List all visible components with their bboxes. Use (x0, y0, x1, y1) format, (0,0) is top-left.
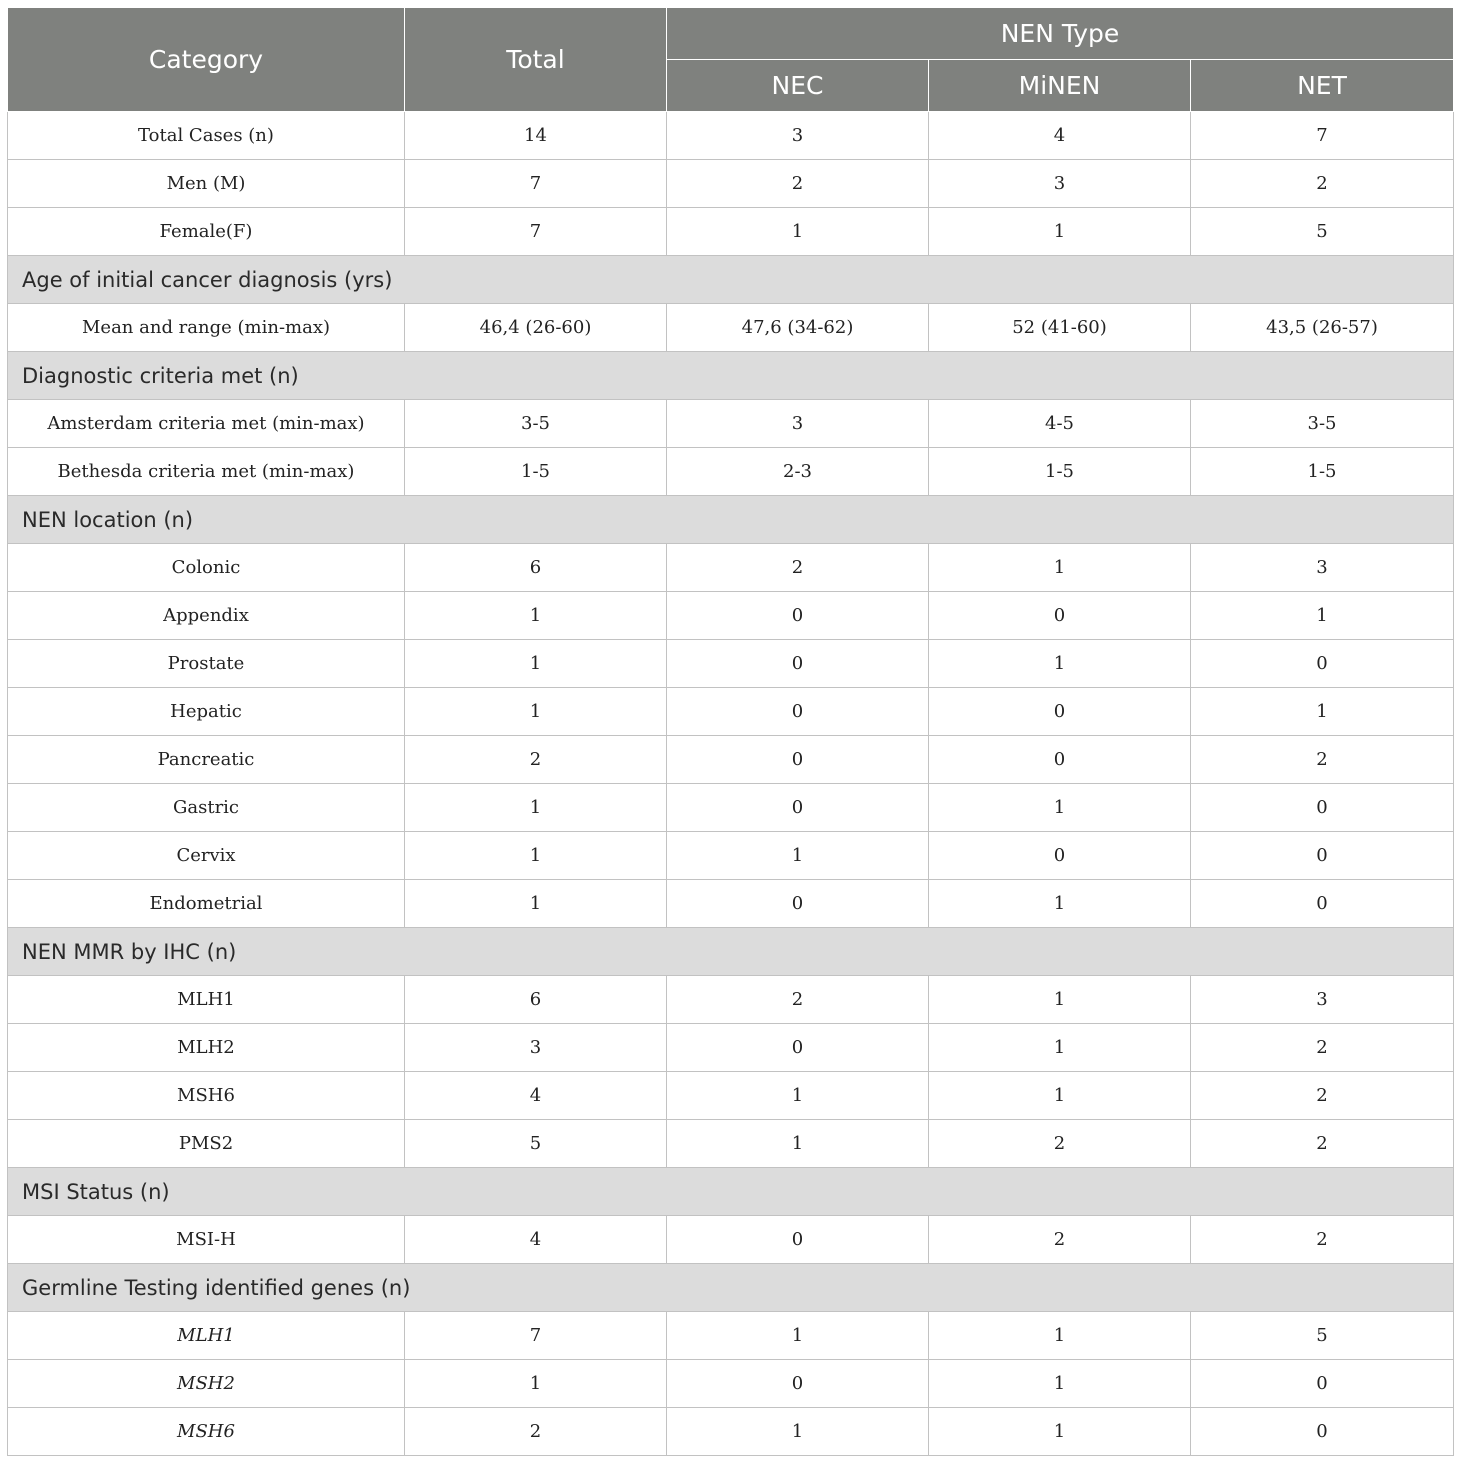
row-label: Amsterdam criteria met (min-max) (8, 400, 405, 448)
row-label: Colonic (8, 544, 405, 592)
cell-total: 6 (405, 544, 667, 592)
cell-nec: 1 (667, 1072, 929, 1120)
cell-total: 1 (405, 832, 667, 880)
cell-minen: 2 (929, 1120, 1191, 1168)
cell-minen: 1 (929, 640, 1191, 688)
section-label: NEN location (n) (8, 496, 1454, 544)
cell-minen: 1 (929, 880, 1191, 928)
table-row (8, 112, 1454, 160)
cell-net: 3-5 (1191, 400, 1454, 448)
section-label: Age of initial cancer diagnosis (yrs) (8, 256, 1454, 304)
row-label: Total Cases (n) (8, 112, 405, 160)
row-label: PMS2 (8, 1120, 405, 1168)
cell-net: 1 (1191, 592, 1454, 640)
row-label: MSH2 (8, 1360, 405, 1408)
cell-minen: 1 (929, 208, 1191, 256)
cell-nec: 0 (667, 688, 929, 736)
cell-net: 0 (1191, 1360, 1454, 1408)
cell-net: 2 (1191, 1120, 1454, 1168)
row-label: Endometrial (8, 880, 405, 928)
cell-net: 43,5 (26-57) (1191, 304, 1454, 352)
table-row (8, 448, 1454, 496)
cell-minen: 0 (929, 736, 1191, 784)
cell-nec: 1 (667, 1120, 929, 1168)
table-row (8, 304, 1454, 352)
row-label: Female(F) (8, 208, 405, 256)
row-label: Hepatic (8, 688, 405, 736)
cell-minen: 1-5 (929, 448, 1191, 496)
row-label: MSH6 (8, 1072, 405, 1120)
cell-net: 1-5 (1191, 448, 1454, 496)
table-row (8, 1312, 1454, 1360)
table-row (8, 688, 1454, 736)
table-row (8, 1072, 1454, 1120)
cell-minen: 1 (929, 1072, 1191, 1120)
cell-nec: 1 (667, 1312, 929, 1360)
section-label: Germline Testing identified genes (n) (8, 1264, 1454, 1312)
cell-total: 1 (405, 688, 667, 736)
row-label: Mean and range (min-max) (8, 304, 405, 352)
section-label: MSI Status (n) (8, 1168, 1454, 1216)
cell-nec: 3 (667, 400, 929, 448)
cell-total: 1 (405, 784, 667, 832)
cell-total: 5 (405, 1120, 667, 1168)
row-label: MLH2 (8, 1024, 405, 1072)
cell-net: 7 (1191, 112, 1454, 160)
cell-total: 2 (405, 736, 667, 784)
table-row (8, 880, 1454, 928)
cell-nec: 2 (667, 544, 929, 592)
cell-nec: 47,6 (34-62) (667, 304, 929, 352)
cell-total: 46,4 (26-60) (405, 304, 667, 352)
cell-minen: 1 (929, 1024, 1191, 1072)
section-row (8, 1264, 1454, 1312)
cell-net: 2 (1191, 1072, 1454, 1120)
cell-minen: 1 (929, 544, 1191, 592)
nen-summary-table (7, 7, 1454, 1456)
cell-total: 1-5 (405, 448, 667, 496)
section-label: Diagnostic criteria met (n) (8, 352, 1454, 400)
table-row (8, 1120, 1454, 1168)
section-row (8, 1168, 1454, 1216)
section-row (8, 928, 1454, 976)
cell-minen: 1 (929, 976, 1191, 1024)
cell-nec: 0 (667, 592, 929, 640)
cell-nec: 0 (667, 640, 929, 688)
cell-net: 2 (1191, 736, 1454, 784)
cell-total: 1 (405, 640, 667, 688)
table-row (8, 544, 1454, 592)
table-row (8, 1024, 1454, 1072)
cell-total: 7 (405, 208, 667, 256)
row-label: Pancreatic (8, 736, 405, 784)
cell-total: 1 (405, 880, 667, 928)
row-label: MLH1 (8, 976, 405, 1024)
cell-total: 3 (405, 1024, 667, 1072)
table-row (8, 592, 1454, 640)
row-label: Gastric (8, 784, 405, 832)
cell-net: 3 (1191, 544, 1454, 592)
cell-nec: 1 (667, 1408, 929, 1456)
header-minen: MiNEN (929, 60, 1191, 112)
table-row (8, 784, 1454, 832)
row-label: Prostate (8, 640, 405, 688)
row-label: MSH6 (8, 1408, 405, 1456)
cell-minen: 4-5 (929, 400, 1191, 448)
cell-minen: 1 (929, 1312, 1191, 1360)
cell-total: 7 (405, 1312, 667, 1360)
cell-net: 5 (1191, 208, 1454, 256)
cell-nec: 2 (667, 976, 929, 1024)
cell-nec: 3 (667, 112, 929, 160)
row-label: Cervix (8, 832, 405, 880)
cell-net: 1 (1191, 688, 1454, 736)
section-row (8, 496, 1454, 544)
table-body (8, 112, 1454, 1456)
cell-nec: 0 (667, 784, 929, 832)
cell-total: 2 (405, 1408, 667, 1456)
table-row (8, 976, 1454, 1024)
cell-minen: 0 (929, 592, 1191, 640)
cell-minen: 0 (929, 832, 1191, 880)
header-net: NET (1191, 60, 1454, 112)
cell-net: 2 (1191, 1024, 1454, 1072)
cell-nec: 0 (667, 1216, 929, 1264)
table-row (8, 1408, 1454, 1456)
row-label: MSI-H (8, 1216, 405, 1264)
cell-nec: 0 (667, 736, 929, 784)
section-row (8, 352, 1454, 400)
cell-net: 0 (1191, 1408, 1454, 1456)
cell-total: 4 (405, 1072, 667, 1120)
cell-total: 7 (405, 160, 667, 208)
cell-minen: 2 (929, 1216, 1191, 1264)
cell-net: 2 (1191, 1216, 1454, 1264)
cell-total: 1 (405, 592, 667, 640)
cell-net: 5 (1191, 1312, 1454, 1360)
cell-minen: 52 (41-60) (929, 304, 1191, 352)
cell-total: 4 (405, 1216, 667, 1264)
row-label: Appendix (8, 592, 405, 640)
cell-minen: 4 (929, 112, 1191, 160)
cell-minen: 1 (929, 1408, 1191, 1456)
table-row (8, 736, 1454, 784)
cell-total: 1 (405, 1360, 667, 1408)
row-label: MLH1 (8, 1312, 405, 1360)
cell-minen: 1 (929, 784, 1191, 832)
header-total: Total (405, 8, 667, 112)
cell-total: 6 (405, 976, 667, 1024)
cell-minen: 1 (929, 1360, 1191, 1408)
row-label: Bethesda criteria met (min-max) (8, 448, 405, 496)
table-row (8, 1216, 1454, 1264)
cell-nec: 1 (667, 208, 929, 256)
header-nec: NEC (667, 60, 929, 112)
cell-total: 3-5 (405, 400, 667, 448)
cell-minen: 0 (929, 688, 1191, 736)
cell-nec: 0 (667, 880, 929, 928)
cell-nec: 1 (667, 832, 929, 880)
cell-net: 0 (1191, 880, 1454, 928)
cell-net: 0 (1191, 640, 1454, 688)
cell-net: 0 (1191, 784, 1454, 832)
cell-net: 3 (1191, 976, 1454, 1024)
header-category: Category (8, 8, 405, 112)
cell-total: 14 (405, 112, 667, 160)
table-row (8, 832, 1454, 880)
table-row (8, 208, 1454, 256)
cell-nec: 0 (667, 1360, 929, 1408)
cell-nec: 2-3 (667, 448, 929, 496)
row-label: Men (M) (8, 160, 405, 208)
table-header (8, 8, 1454, 112)
cell-net: 2 (1191, 160, 1454, 208)
cell-net: 0 (1191, 832, 1454, 880)
table-row (8, 1360, 1454, 1408)
table-row (8, 640, 1454, 688)
cell-minen: 3 (929, 160, 1191, 208)
cell-nec: 0 (667, 1024, 929, 1072)
section-label: NEN MMR by IHC (n) (8, 928, 1454, 976)
table-row (8, 400, 1454, 448)
header-nen-type: NEN Type (667, 8, 1454, 60)
section-row (8, 256, 1454, 304)
cell-nec: 2 (667, 160, 929, 208)
table-row (8, 160, 1454, 208)
